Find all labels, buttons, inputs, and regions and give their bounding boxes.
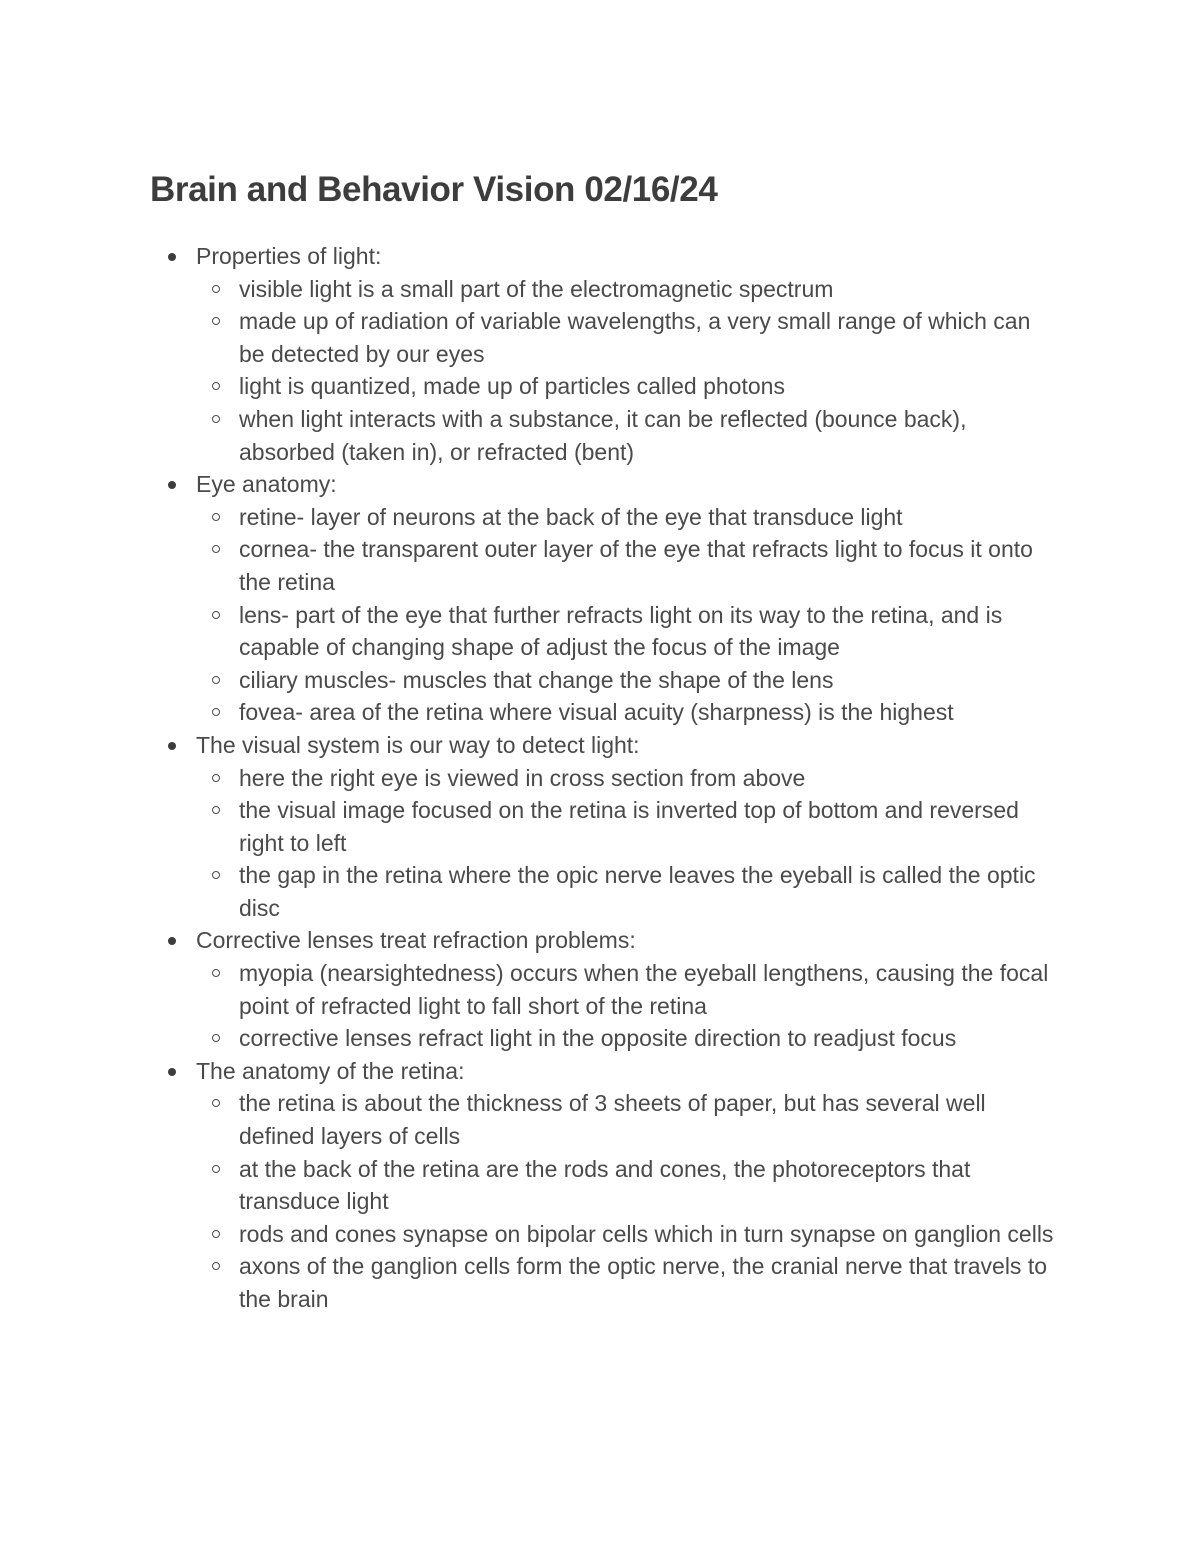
section-heading-line xyxy=(196,468,1070,501)
outline-section xyxy=(150,468,1070,729)
outline-section xyxy=(150,1055,1070,1316)
section-heading: Corrective lenses treat refraction problems: xyxy=(196,927,636,954)
bullet-circle-icon xyxy=(212,1165,220,1173)
page-title: Brain and Behavior Vision 02/16/24 xyxy=(150,170,718,209)
list-item xyxy=(196,794,1059,859)
point-text: light is quantized, made up of particles called photons xyxy=(239,373,785,400)
section-heading-line xyxy=(196,729,1070,762)
bullet-circle-icon xyxy=(212,676,220,684)
section-points xyxy=(196,273,1070,469)
bullet-circle-icon xyxy=(212,969,220,977)
section-heading: The visual system is our way to detect light: xyxy=(196,731,640,758)
outline-section xyxy=(150,729,1070,925)
section-heading: Properties of light: xyxy=(196,243,382,269)
section-heading-line xyxy=(196,240,1070,273)
bullet-circle-icon xyxy=(212,285,220,293)
section-heading-line xyxy=(196,924,1070,957)
bullet-circle-icon xyxy=(212,545,220,553)
outline-section xyxy=(150,924,1070,1054)
point-text: the retina is about the thickness of 3 sheets of paper, but has several well defined layers of cells xyxy=(239,1090,986,1150)
bullet-circle-icon xyxy=(212,774,220,782)
bullet-disc-icon xyxy=(168,742,176,750)
point-text: myopia (nearsightedness) occurs when the eyeball lengthens, causing the focal point of refracted light to fall short of the retina xyxy=(239,960,1049,1019)
bullet-circle-icon xyxy=(212,513,220,521)
section-heading-line xyxy=(196,1055,1070,1088)
bullet-circle-icon xyxy=(212,1262,220,1270)
bullet-circle-icon xyxy=(212,871,220,879)
section-points xyxy=(196,957,1070,1055)
bullet-circle-icon xyxy=(212,1230,220,1238)
bullet-circle-icon xyxy=(212,611,220,619)
section-points xyxy=(196,1087,1070,1315)
point-text: the visual image focused on the retina is inverted top of bottom and reversed right to left xyxy=(239,797,1019,856)
bullet-circle-icon xyxy=(212,1099,220,1107)
point-text: the gap in the retina where the opic nerve leaves the eyeball is called the optic disc xyxy=(239,862,1036,921)
section-points xyxy=(196,762,1070,925)
list-item xyxy=(196,403,1059,468)
point-text: here the right eye is viewed in cross section from above xyxy=(239,764,806,791)
section-points xyxy=(196,501,1070,729)
bullet-disc-icon xyxy=(168,1068,176,1076)
list-item xyxy=(196,696,1059,729)
point-text: retine- layer of neurons at the back of the eye that transduce light xyxy=(239,503,903,530)
list-item xyxy=(196,859,1059,924)
notes-outline xyxy=(150,240,1070,1316)
list-item xyxy=(196,1218,1059,1251)
bullet-circle-icon xyxy=(212,1034,220,1042)
list-item xyxy=(196,1153,1059,1218)
list-item xyxy=(196,1087,1059,1152)
point-text: axons of the ganglion cells form the optic nerve, the cranial nerve that travels to the brain xyxy=(239,1253,1047,1312)
list-item xyxy=(196,664,1059,697)
list-item xyxy=(196,501,1059,534)
section-heading: Eye anatomy: xyxy=(196,471,337,498)
outline-section xyxy=(150,240,1070,468)
bullet-disc-icon xyxy=(168,253,176,261)
bullet-disc-icon xyxy=(168,481,176,489)
document-page xyxy=(150,168,1070,1316)
bullet-disc-icon xyxy=(168,937,176,945)
list-item xyxy=(196,273,1059,306)
point-text: cornea- the transparent outer layer of the eye that refracts light to focus it onto the retina xyxy=(239,536,1033,595)
bullet-circle-icon xyxy=(212,382,220,390)
list-item xyxy=(196,1250,1059,1315)
bullet-circle-icon xyxy=(212,317,220,325)
list-item xyxy=(196,599,1059,664)
point-text: fovea- area of the retina where visual acuity (sharpness) is the highest xyxy=(239,699,954,726)
list-item xyxy=(196,762,1059,795)
point-text: lens- part of the eye that further refracts light on its way to the retina, and is capable of changing shape of adjust the focus of the image xyxy=(239,601,1003,661)
point-text: made up of radiation of variable wavelengths, a very small range of which can be detected by our eyes xyxy=(239,308,1031,367)
bullet-circle-icon xyxy=(212,415,220,423)
bullet-circle-icon xyxy=(212,708,220,716)
list-item xyxy=(196,533,1059,598)
list-item xyxy=(196,370,1059,403)
list-item xyxy=(196,1022,1059,1055)
point-text: when light interacts with a substance, it can be reflected (bounce back), absorbed (taken in), or refracted (bent) xyxy=(239,405,967,465)
point-text: at the back of the retina are the rods and cones, the photoreceptors that transduce light xyxy=(239,1155,971,1215)
point-text: visible light is a small part of the electromagnetic spectrum xyxy=(239,275,834,302)
list-item xyxy=(196,957,1059,1022)
list-item xyxy=(196,305,1059,370)
point-text: corrective lenses refract light in the opposite direction to readjust focus xyxy=(239,1025,957,1052)
bullet-circle-icon xyxy=(212,806,220,814)
point-text: ciliary muscles- muscles that change the shape of the lens xyxy=(239,666,834,693)
section-heading: The anatomy of the retina: xyxy=(196,1057,465,1084)
point-text: rods and cones synapse on bipolar cells which in turn synapse on ganglion cells xyxy=(239,1220,1054,1247)
